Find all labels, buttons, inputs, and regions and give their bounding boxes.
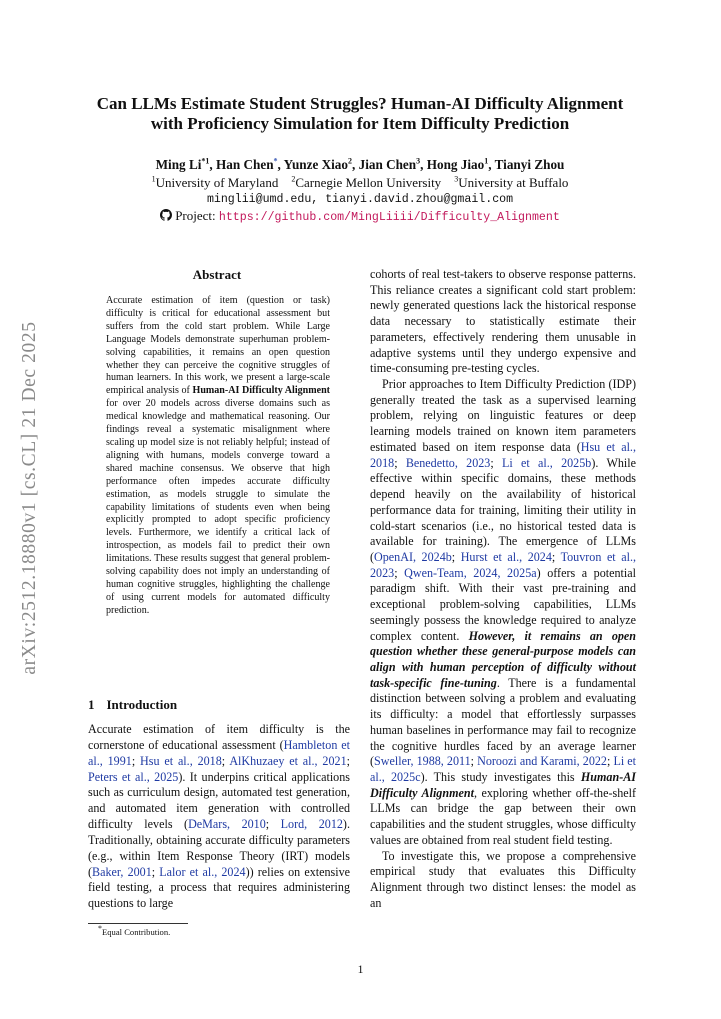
project-link-line <box>60 207 660 226</box>
body-text: cohorts of real test-takers to observe response patterns. This reliance creates a significant cold start problem: newly generated questions lack the historical response data necessary to statistically estimate their parameters, effectively rendering them unusable in adaptive systems until they undergo expensive and time-consuming pre-testing cycles. <box>370 267 636 376</box>
author-affiliation-mark: * <box>273 156 278 166</box>
author-name: Hong Jiao <box>426 157 485 172</box>
intro-paragraph <box>370 377 636 849</box>
project-label: Project: <box>175 208 219 223</box>
author-name: Ming Li <box>155 157 202 172</box>
citation-link[interactable]: Qwen-Team, 2024, 2025a <box>404 565 537 580</box>
intro-right-column <box>370 267 636 911</box>
author-emails: minglii@umd.edu, tianyi.david.zhou@gmail.com <box>206 193 514 206</box>
citation-link[interactable]: Li et al., 2025c <box>370 754 637 784</box>
body-text: ; <box>265 817 281 832</box>
affiliation-mark: 3 <box>454 174 459 184</box>
citation-link[interactable]: Hambleton et al., 1991 <box>88 737 350 768</box>
author-name: Jian Chen <box>358 157 417 172</box>
affiliation-mark: 2 <box>291 174 296 184</box>
footnote-rule <box>88 923 188 924</box>
body-text: ; <box>131 753 141 768</box>
author-affiliation-mark: 3 <box>416 156 421 166</box>
footnote: *Equal Contribution. <box>98 924 171 937</box>
body-text: ; <box>394 565 405 580</box>
citation-link[interactable]: Peters et al., 2025 <box>88 769 179 784</box>
body-text: , exploring whether off-the-shelf LLMs can bridge the gap between their own capabilities and the student struggles, whose difficulty values are obtained from real student field testing. <box>370 785 636 847</box>
body-text: ). It underpins critical applications such as curriculum design, automated test generation, and automated item generation with controlled difficulty levels ( <box>88 769 350 832</box>
body-text: ; <box>346 753 350 768</box>
citation-link[interactable]: OpenAI, 2024b <box>374 549 452 564</box>
body-text: ; <box>151 864 160 879</box>
author-name: Tianyi Zhou <box>494 157 565 172</box>
body-text: Prior approaches to Item Difficulty Prediction (IDP) generally treated the task as a supervised learning problem, relying on linguistic features or deep learning models trained on known item parameters estimated based on item response data ( <box>370 377 636 454</box>
citation-link[interactable]: Sweller, 1988, 2011 <box>374 754 471 769</box>
citation-link[interactable]: DeMars, 2010 <box>188 817 266 832</box>
body-text: ; <box>221 753 230 768</box>
body-text: ; <box>606 754 614 769</box>
affiliation-name: Carnegie Mellon University <box>295 175 442 190</box>
page-number: 1 <box>357 962 364 976</box>
body-text: ; <box>490 455 502 470</box>
citation-link[interactable]: Baker, 2001 <box>92 864 152 879</box>
affiliation-list <box>60 174 660 191</box>
intro-left-column <box>88 722 350 912</box>
citation-link[interactable]: Benedetto, 2023 <box>405 455 491 470</box>
title-line-1: Can LLMs Estimate Student Struggles? Human-AI Difficulty Alignment <box>96 94 624 113</box>
project-url-link[interactable]: https://github.com/MingLiiii/Difficulty_Alignment <box>218 211 560 224</box>
author-affiliation-mark: *1 <box>201 156 210 166</box>
author-name: Yunze Xiao <box>283 157 348 172</box>
body-text: ). This study investigates this <box>420 770 581 784</box>
github-icon <box>160 209 172 221</box>
abstract-body: Accurate estimation of item (question or task) difficulty is critical for educational assessment but suffers from the cold start problem. While Large Language Models demonstrate superhuman problem-solving capabilities, it remains an open question whether they can perceive the cognitive struggles of human learners. In this work, we present a large-scale empirical analysis of Human-AI Difficulty Alignment for over 20 models across diverse domains such as medical knowledge and mathematical reasoning. Our findings reveal a systematic misalignment where scaling up model size is not reliably helpful; instead of aligning with humans, models converge toward a shared machine consensus. We observe that high performance often impedes accurate difficulty estimation, as models struggle to simulate the capability limitations of students even when being explicitly prompted to adopt specific proficiency levels. Furthermore, we identify a critical lack of introspection, as models fail to predict their own limitations. These results suggest that general problem-solving capability does not imply an understanding of human cognitive struggles, highlighting the challenge of using current models for automated difficulty prediction. <box>106 295 330 616</box>
emphasis-text: Human-AI Difficulty Alignment <box>370 770 636 800</box>
author-affiliation-mark: 2 <box>348 156 352 166</box>
abstract-bold-term: Human-AI Difficulty Alignment <box>192 385 330 397</box>
intro-paragraph <box>370 267 636 377</box>
paper-title <box>60 94 660 134</box>
citation-link[interactable]: Noroozi and Karami, 2022 <box>477 754 607 769</box>
affiliation-name: University at Buffalo <box>458 175 569 190</box>
abstract-heading: Abstract <box>192 267 242 282</box>
citation-link[interactable]: Lord, 2012 <box>280 817 343 832</box>
citation-link[interactable]: Li et al., 2025b <box>502 455 592 470</box>
intro-paragraph-1 <box>88 722 350 912</box>
body-text: ; <box>551 549 561 564</box>
body-text: Accurate estimation of item difficulty is the cornerstone of educational assessment ( <box>88 722 350 752</box>
citation-link[interactable]: Hurst et al., 2024 <box>460 549 552 564</box>
affiliation-name: University of Maryland <box>155 175 279 190</box>
citation-link[interactable]: AlKhuzaey et al., 2021 <box>229 753 347 768</box>
citation-link[interactable]: Hsu et al., 2018 <box>370 439 636 470</box>
body-text: ; <box>394 455 406 470</box>
intro-paragraph <box>370 849 636 912</box>
body-text: To investigate this, we propose a comprehensive empirical study that evaluates this Difficulty Alignment through two distinct lenses: the model as an <box>370 848 636 910</box>
body-text: ; <box>470 754 478 769</box>
author-name: Han Chen <box>216 157 274 172</box>
citation-link[interactable]: Hsu et al., 2018 <box>140 753 222 768</box>
body-text: )) relies on extensive field testing, a process that requires administering questions to large <box>88 864 350 911</box>
arxiv-identifier-stamp: arXiv:2512.18880v1 [cs.CL] 21 Dec 2025 <box>19 321 40 675</box>
body-text: . There is a fundamental distinction between solving a problem and evaluating its difficulty: a model that effortlessly surpasses human baselines in performance may fail to recognize the cognitive hurdles faced by an average learner ( <box>370 675 636 769</box>
body-text: ). While effective within specific domains, these methods depend heavily on the availability of historical performance data for training, limiting their utility in cold-start scenarios (i.e., no historical tested data is available for training). The emergence of LLMs ( <box>370 455 636 564</box>
citation-link[interactable]: Lalor et al., 2024 <box>159 864 246 879</box>
emphasis-text: However, it remains an open question whether these general-purpose models can align with human perception of difficulty without task-specific fine-tuning <box>370 628 637 690</box>
author-list: Ming Li$^{*1}$, Han Chen*, Yunze Xiao$^2$, Jian Chen$^3$, Hong Jiao$^1$, Tianyi Zhou <box>155 156 565 172</box>
affiliation-mark: 1 <box>151 174 156 184</box>
body-text: ). Traditionally, obtaining accurate difficulty parameters (e.g., within Item Response Theory (IRT) models ( <box>88 817 350 879</box>
citation-link[interactable]: Touvron et al., 2023 <box>370 549 636 580</box>
section-heading-introduction: 1 Introduction <box>88 697 178 712</box>
body-text: ) offers a potential paradigm shift. With their vast pre-training and exceptional problem-solving capabilities, LLMs seemingly possess the knowledge required to analyze complex content. <box>370 565 636 643</box>
body-text: ; <box>451 549 461 564</box>
author-affiliation-mark: 1 <box>484 156 489 166</box>
title-line-2: with Proficiency Simulation for Item Difficulty Prediction <box>150 114 570 133</box>
